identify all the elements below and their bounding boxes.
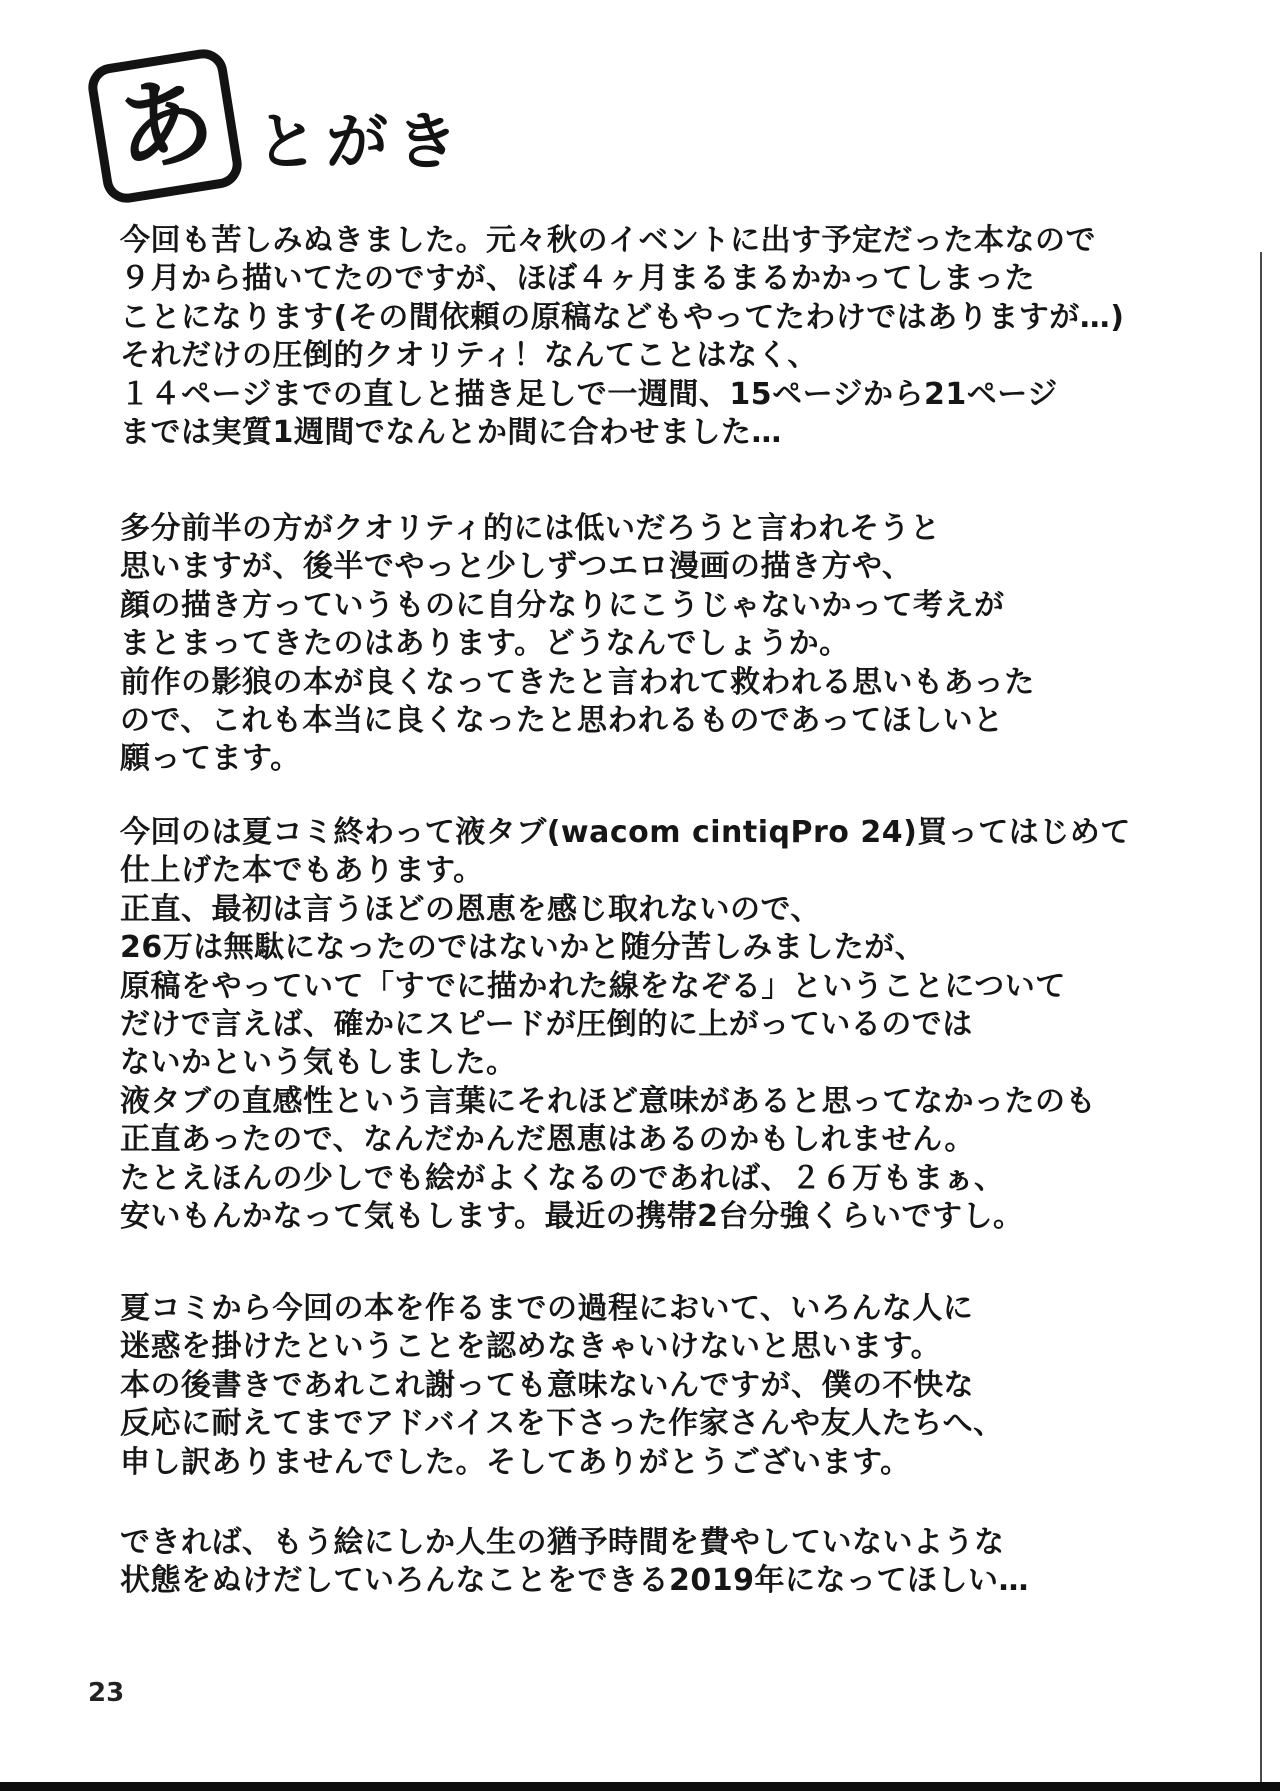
text-line: 本の後書きであれこれ謝っても意味ないんですが、僕の不快な — [120, 1367, 974, 1403]
text-line: 状態をぬけだしていろんなことをできる2019年になってほしい… — [120, 1563, 1029, 1599]
text-line: ないかという気もしました。 — [120, 1045, 517, 1081]
paragraph-1 — [120, 222, 1200, 452]
paragraph-3 — [120, 814, 1200, 1236]
text-line: 願ってます。 — [120, 741, 301, 777]
text-line: 迷惑を掛けたということを認めなきゃいけないと思います。 — [120, 1329, 942, 1365]
text-line: 今回のは夏コミ終わって液タブ(wacom cintiqPro 24)買ってはじめて — [120, 815, 1131, 850]
text-line: までは実質1週間でなんとか間に合わせました… — [120, 415, 782, 451]
scan-bottom-bar — [0, 1782, 1280, 1791]
page-number: 23 — [88, 1678, 125, 1708]
text-line: 申し訳ありませんでした。そしてありがとうございます。 — [120, 1444, 911, 1480]
text-line: 反応に耐えてまでアドバイスを下さった作家さんや友人たちへ、 — [120, 1406, 1004, 1442]
text-line: 今回も苦しみぬきました。元々秋のイベントに出す予定だった本なので — [120, 223, 1096, 258]
text-line: それだけの圧倒的クオリティ！なんてことはなく、 — [120, 338, 818, 374]
text-line: 26万は無駄になったのではないかと随分苦しみましたが、 — [120, 930, 926, 966]
title-badge-box — [85, 46, 245, 206]
text-line: 正直あったので、なんだかんだ恩恵はあるのかもしれません。 — [120, 1122, 975, 1158]
title-badge-char: あ — [107, 62, 223, 190]
text-line: ので、これも本当に良くなったと思われるものであってほしいと — [120, 703, 1004, 739]
text-line: 多分前半の方がクオリティ的には低いだろうと言われそうと — [120, 511, 941, 546]
text-line: たとえほんの少しでも絵がよくなるのであれば、２６万もまぁ、 — [120, 1160, 1005, 1196]
text-line: ９月から描いてたのですが、ほぼ４ヶ月まるまるかかってしまった — [120, 261, 1035, 297]
text-line: 思いますが、後半でやっと少しずつエロ漫画の描き方や、 — [120, 549, 913, 585]
paragraph-4 — [120, 1290, 1200, 1482]
paragraph-5 — [120, 1524, 1200, 1601]
text-line: 液タブの直感性という言葉にそれほど意味があると思ってなかったのも — [120, 1083, 1096, 1119]
text-line: 仕上げた本でもあります。 — [120, 853, 484, 889]
text-line: 正直、最初は言うほどの恩恵を感じ取れないので、 — [120, 891, 821, 927]
text-line: だけで言えば、確かにスピードが圧倒的に上がっているのでは — [120, 1007, 973, 1043]
text-line: 顔の描き方っていうものに自分なりにこうじゃないかって考えが — [120, 587, 1005, 623]
text-line: １４ページまでの直しと描き足しで一週間、15ページから21ページ — [120, 376, 1058, 412]
scan-edge-line — [1260, 252, 1262, 1791]
text-line: 安いもんかなって気もします。最近の携帯2台分強くらいですし。 — [120, 1199, 1024, 1235]
text-line: まとまってきたのはあります。どうなんでしょうか。 — [120, 626, 850, 662]
text-line: 前作の影狼の本が良くなってきたと言われて救われる思いもあった — [120, 664, 1035, 700]
text-line: できれば、もう絵にしか人生の猶予時間を費やしていないような — [120, 1525, 1005, 1560]
text-line: ことになります(その間依頼の原稿などもやってたわけではありますが…) — [120, 299, 1125, 335]
text-line: 原稿をやっていて「すでに描かれた線をなぞる」ということについて — [120, 968, 1066, 1004]
paragraph-2 — [120, 510, 1200, 779]
text-line: 夏コミから今回の本を作るまでの過程において、いろんな人に — [120, 1291, 974, 1326]
page-title: とがき — [256, 105, 467, 178]
